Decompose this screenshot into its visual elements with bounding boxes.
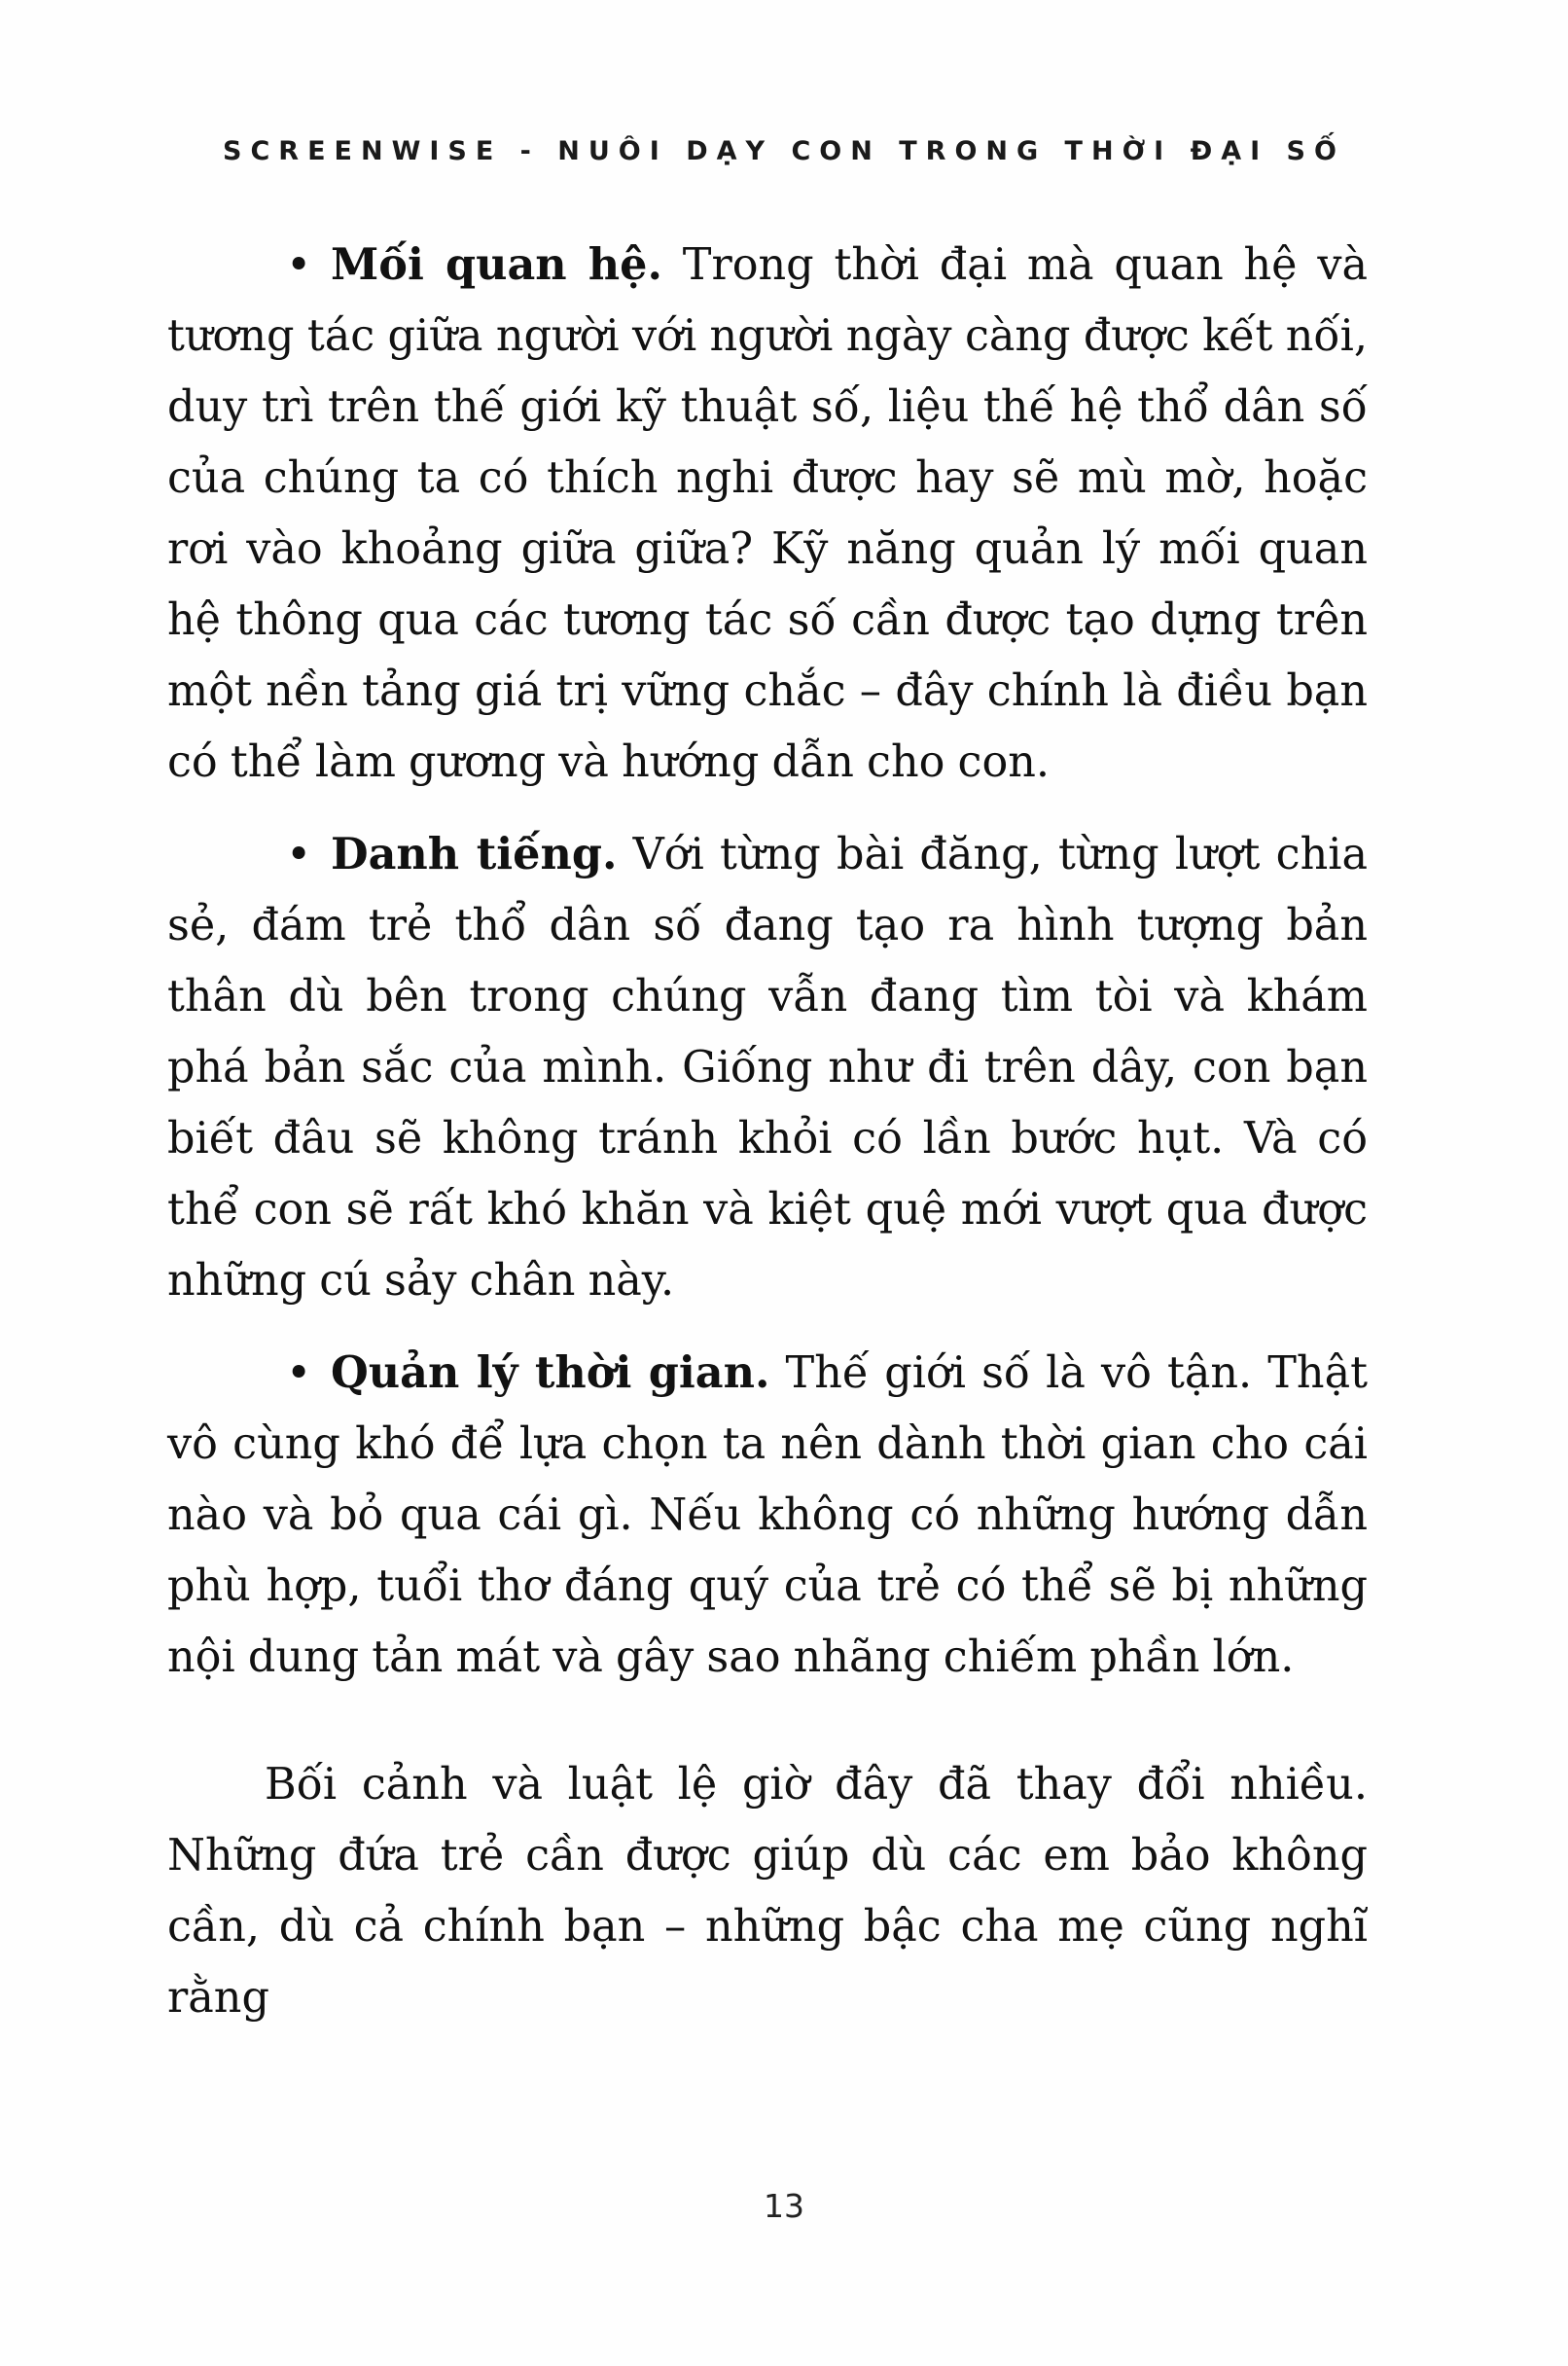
closing-paragraph: Bối cảnh và luật lệ giờ đây đã thay đổi nhiều. Những đứa trẻ cần được giúp dù các em bảo không cần, dù cả chính bạn – những bậc cha mẹ cũng nghĩ rằng: [167, 1760, 1368, 2023]
bullet-term: Danh tiếng.: [331, 829, 618, 879]
bullet-paragraph-reputation: [167, 819, 1368, 1316]
bullet-text: Trong thời đại mà quan hệ và tương tác giữa người với người ngày càng được kết nối, duy trì trên thế giới kỹ thuật số, liệu thế hệ thổ dân số của chúng ta có thích nghi được hay sẽ mù mờ, hoặc rơi vào khoảng giữa giữa? Kỹ năng quản lý mối quan hệ thông qua các tương tác số cần được tạo dựng trên một nền tảng giá trị vững chắc – đây chính là điều bạn có thể làm gương và hướng dẫn cho con.: [167, 240, 1368, 787]
bullet-paragraph-relationships: [167, 230, 1368, 798]
bullet-term: Quản lý thời gian.: [331, 1347, 770, 1398]
running-header: SCREENWISE - NUÔI DẠY CON TRONG THỜI ĐẠI SỐ: [223, 136, 1345, 166]
bullet-text: Thế giới số là vô tận. Thật vô cùng khó để lựa chọn ta nên dành thời gian cho cái nào và bỏ qua cái gì. Nếu không có những hướng dẫn phù hợp, tuổi thơ đáng quý của trẻ có thể sẽ bị những nội dung tản mát và gây sao nhãng chiếm phần lớn.: [167, 1348, 1368, 1682]
bullet-text: Với từng bài đăng, từng lượt chia sẻ, đám trẻ thổ dân số đang tạo ra hình tượng bản thân dù bên trong chúng vẫn đang tìm tòi và khám phá bản sắc của mình. Giống như đi trên dây, con bạn biết đâu sẽ không tránh khỏi có lần bước hụt. Và có thể con sẽ rất khó khăn và kiệt quệ mới vượt qua được những cú sảy chân này.: [167, 830, 1368, 1306]
bullet-point-icon: •: [286, 830, 312, 879]
bullet-point-icon: •: [286, 1348, 312, 1398]
bullet-point-icon: •: [286, 240, 312, 290]
page-number: 13: [764, 2187, 804, 2225]
body-text: [167, 230, 1368, 2033]
bullet-term: Mối quan hệ.: [331, 239, 662, 290]
bullet-paragraph-time-management: [167, 1338, 1368, 1693]
